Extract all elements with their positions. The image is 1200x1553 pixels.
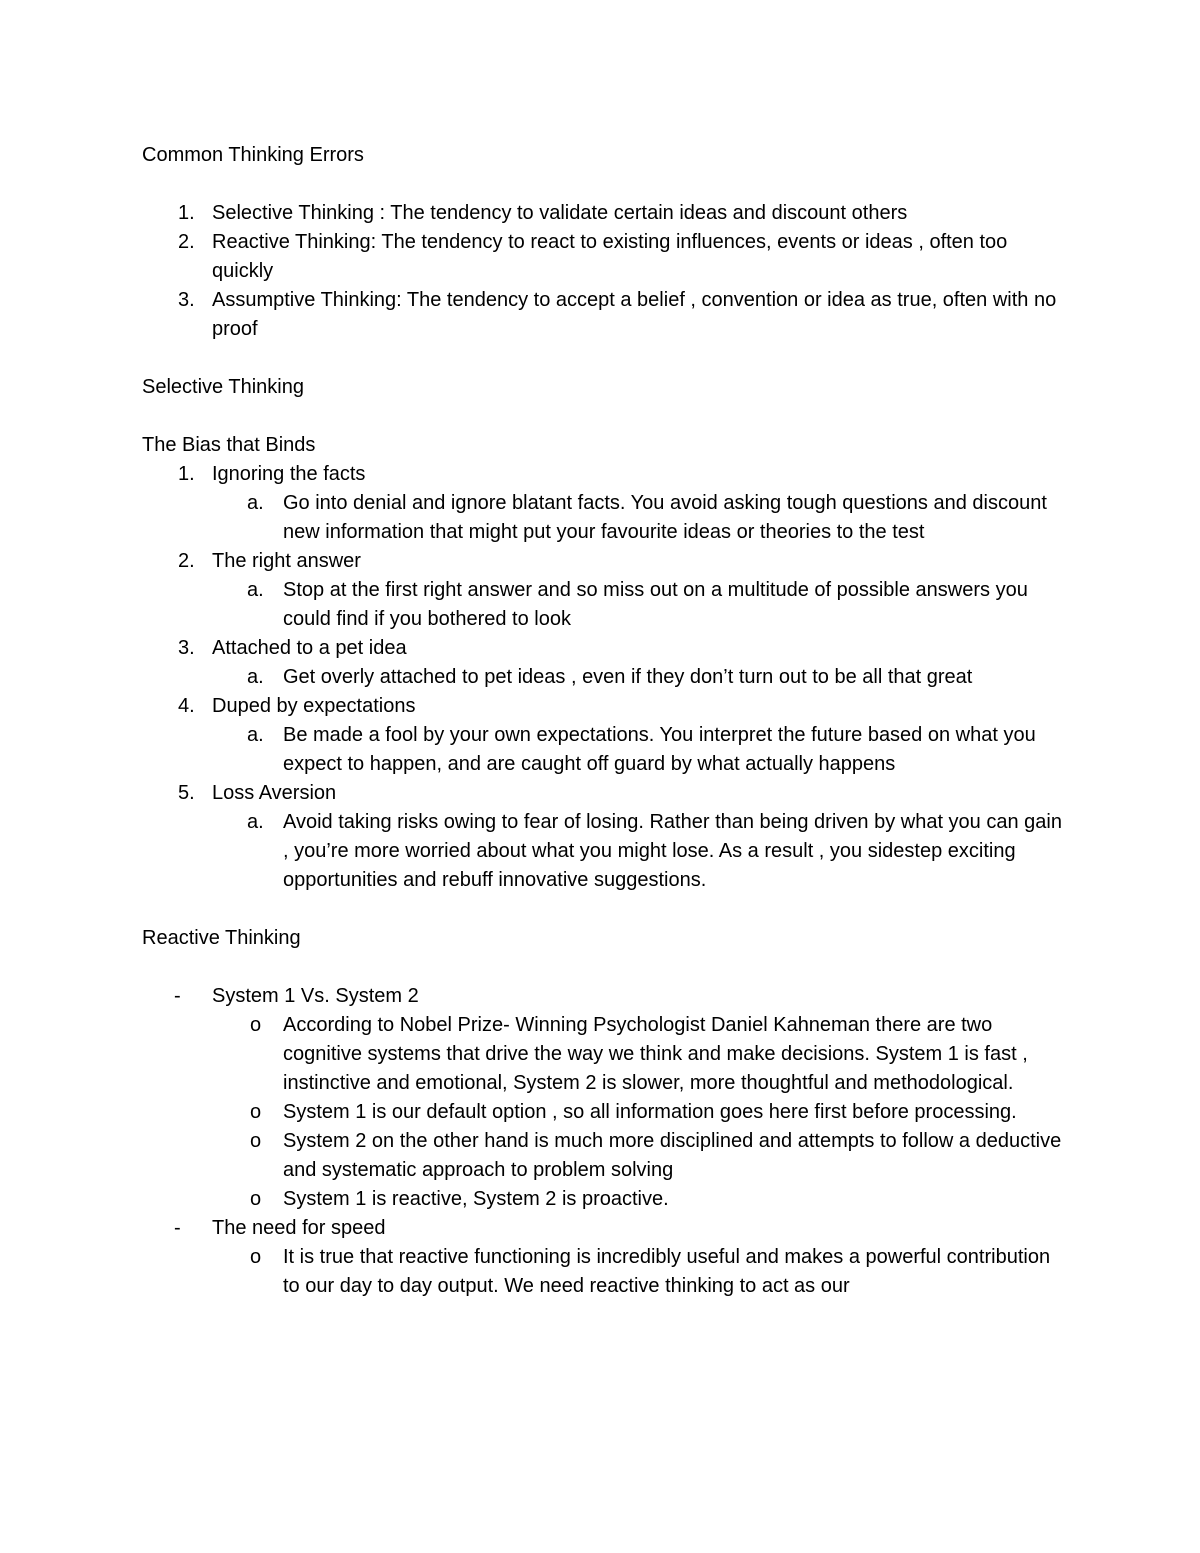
bullet-marker: o bbox=[250, 1188, 262, 1210]
dash-marker: - bbox=[174, 1217, 181, 1239]
list-item bbox=[142, 1214, 1062, 1243]
list-item-text: Assumptive Thinking: The tendency to accept a belief , convention or idea as true, often with no proof bbox=[212, 289, 1057, 340]
list-number: 3. bbox=[178, 289, 195, 311]
list-item bbox=[142, 779, 1062, 808]
sub-list-text: Avoid taking risks owing to fear of losing. Rather than being driven by what you can gain , you’re more worried about what you might lose. As a result , you sidestep exciting opportunities and rebuff innovative suggestions. bbox=[283, 811, 1062, 891]
sub-list-text: System 2 on the other hand is much more disciplined and attempts to follow a deductive and systematic approach to problem solving bbox=[283, 1130, 1062, 1181]
list-item bbox=[142, 460, 1062, 489]
list-item-title: Loss Aversion bbox=[212, 782, 337, 804]
list-number: 1. bbox=[178, 463, 195, 485]
sub-list-item bbox=[142, 1011, 1062, 1098]
list-item bbox=[142, 982, 1062, 1011]
sub-list-item bbox=[142, 663, 1062, 692]
sub-list-marker: a. bbox=[247, 811, 264, 833]
sub-list-item bbox=[142, 808, 1062, 895]
list-item bbox=[142, 692, 1062, 721]
sub-list-text: Get overly attached to pet ideas , even if they don’t turn out to be all that great bbox=[283, 666, 973, 688]
list-number: 2. bbox=[178, 550, 195, 572]
dash-marker: - bbox=[174, 985, 181, 1007]
list-item bbox=[142, 286, 1062, 344]
sub-list-item bbox=[142, 576, 1062, 634]
document-body bbox=[142, 141, 1062, 1301]
bullet-marker: o bbox=[250, 1014, 262, 1036]
sub-list-text: According to Nobel Prize- Winning Psychologist Daniel Kahneman there are two cognitive systems that drive the way we think and make decisions. System 1 is fast , instinctive and emotional, System 2 is slower, more thoughtful and methodological. bbox=[283, 1014, 1028, 1094]
spacer bbox=[142, 953, 1062, 982]
document-title: Common Thinking Errors bbox=[142, 144, 364, 166]
list-number: 2. bbox=[178, 231, 195, 253]
spacer bbox=[142, 344, 1062, 373]
list-number: 4. bbox=[178, 695, 195, 717]
list-item-title: Attached to a pet idea bbox=[212, 637, 407, 659]
spacer bbox=[142, 170, 1062, 199]
sub-list-text: System 1 is our default option , so all information goes here first before processing. bbox=[283, 1101, 1017, 1123]
sub-list-text: It is true that reactive functioning is incredibly useful and makes a powerful contribution to our day to day output. We need reactive thinking to act as our bbox=[283, 1246, 1051, 1297]
list-item-text: Selective Thinking : The tendency to validate certain ideas and discount others bbox=[212, 202, 908, 224]
section-heading-selective: Selective Thinking bbox=[142, 376, 304, 398]
sub-list-item bbox=[142, 1185, 1062, 1214]
sub-list-item bbox=[142, 489, 1062, 547]
sub-list-text: System 1 is reactive, System 2 is proactive. bbox=[283, 1188, 669, 1210]
list-item-title: The right answer bbox=[212, 550, 361, 572]
list-item-text: Reactive Thinking: The tendency to react to existing influences, events or ideas , often too quickly bbox=[212, 231, 1008, 282]
list-item bbox=[142, 228, 1062, 286]
list-number: 5. bbox=[178, 782, 195, 804]
spacer bbox=[142, 895, 1062, 924]
selective-list bbox=[142, 460, 1062, 895]
list-item-title: Duped by expectations bbox=[212, 695, 416, 717]
errors-list bbox=[142, 199, 1062, 344]
sub-list-item bbox=[142, 1098, 1062, 1127]
sub-list-text: Go into denial and ignore blatant facts. You avoid asking tough questions and discount new information that might put your favourite ideas or theories to the test bbox=[283, 492, 1047, 543]
list-item bbox=[142, 547, 1062, 576]
bullet-marker: o bbox=[250, 1246, 262, 1268]
list-item bbox=[142, 634, 1062, 663]
spacer bbox=[142, 402, 1062, 431]
subheading-bias-that-binds: The Bias that Binds bbox=[142, 434, 316, 456]
sub-list-marker: a. bbox=[247, 492, 264, 514]
bullet-marker: o bbox=[250, 1101, 262, 1123]
sub-list-marker: a. bbox=[247, 724, 264, 746]
list-item-title: The need for speed bbox=[212, 1217, 386, 1239]
reactive-list bbox=[142, 982, 1062, 1301]
list-number: 1. bbox=[178, 202, 195, 224]
sub-list-item bbox=[142, 1243, 1062, 1301]
list-item-title: System 1 Vs. System 2 bbox=[212, 985, 419, 1007]
sub-list-marker: a. bbox=[247, 579, 264, 601]
sub-list-text: Be made a fool by your own expectations. You interpret the future based on what you expect to happen, and are caught off guard by what actually happens bbox=[283, 724, 1036, 775]
sub-list-item bbox=[142, 1127, 1062, 1185]
bullet-marker: o bbox=[250, 1130, 262, 1152]
list-item bbox=[142, 199, 1062, 228]
sub-list-text: Stop at the first right answer and so miss out on a multitude of possible answers you could find if you bothered to look bbox=[283, 579, 1028, 630]
sub-list-item bbox=[142, 721, 1062, 779]
section-heading-reactive: Reactive Thinking bbox=[142, 927, 301, 949]
list-item-title: Ignoring the facts bbox=[212, 463, 366, 485]
sub-list-marker: a. bbox=[247, 666, 264, 688]
list-number: 3. bbox=[178, 637, 195, 659]
